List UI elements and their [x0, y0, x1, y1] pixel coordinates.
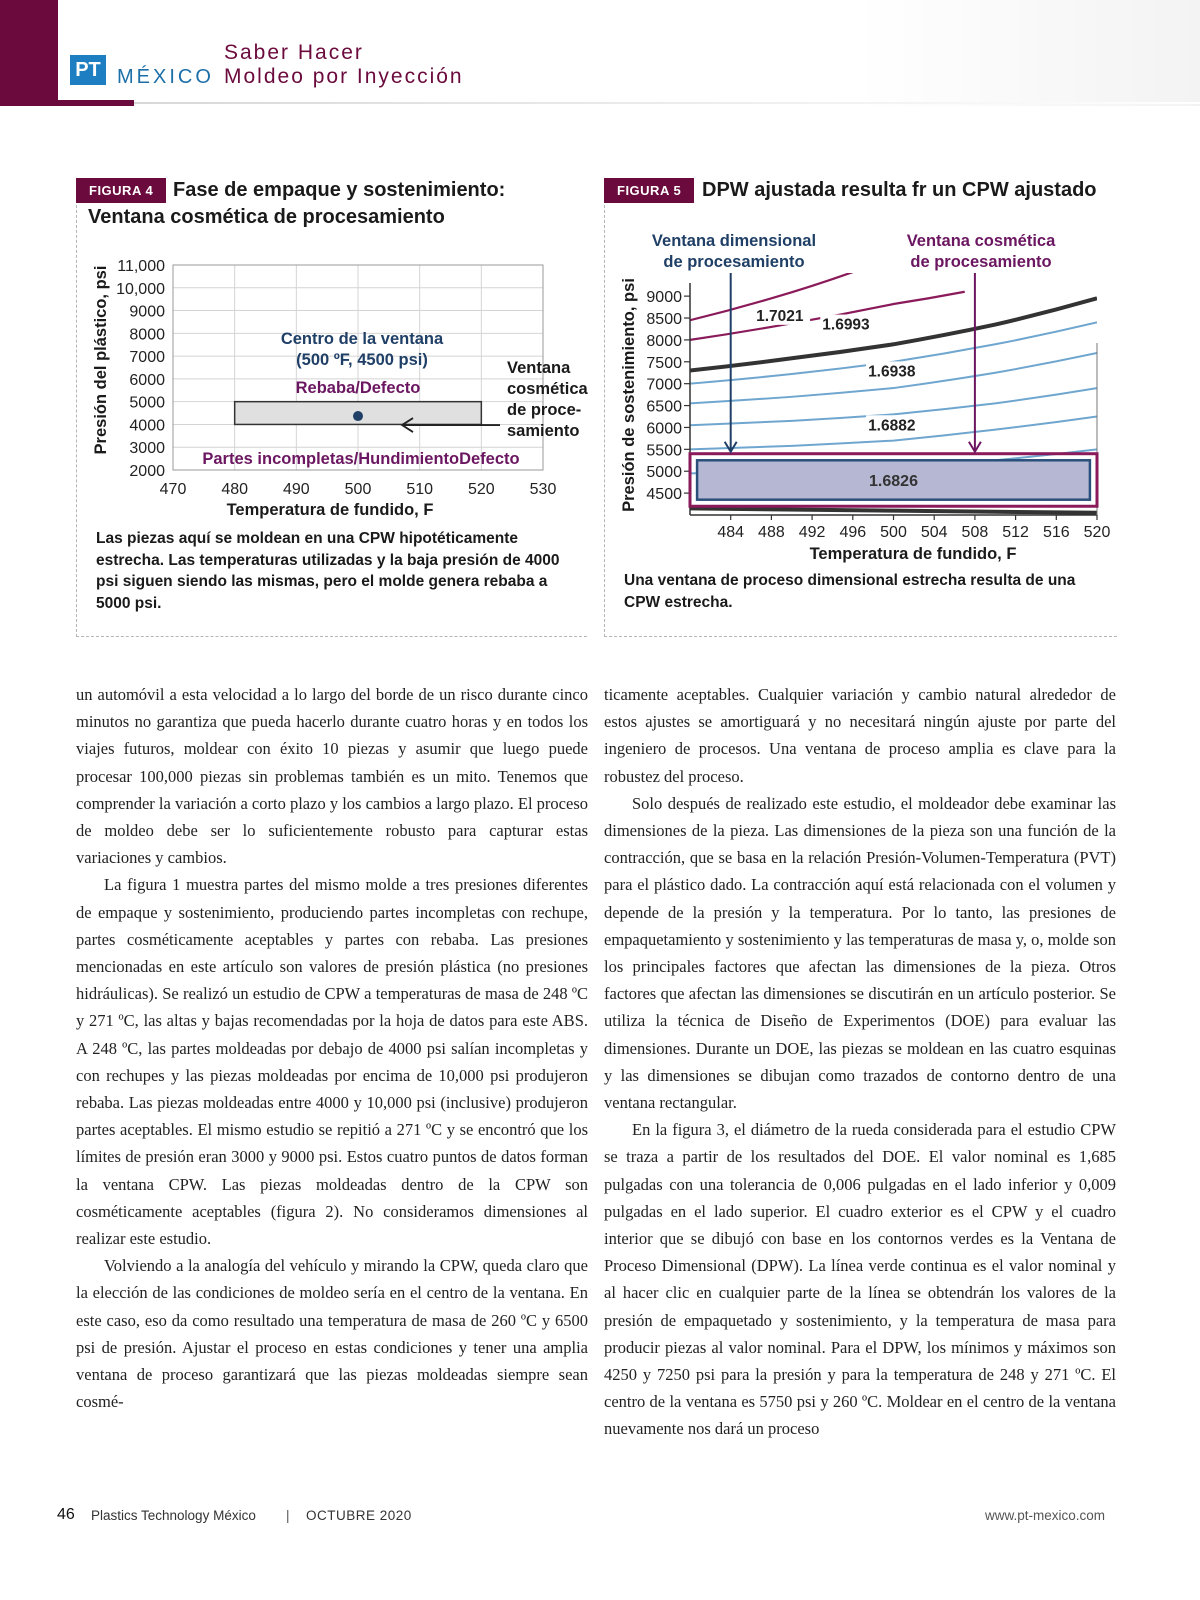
y-tick-label: 3000: [129, 440, 165, 458]
x-tick-label: 500: [880, 524, 907, 541]
header-section-subtitle: Moldeo por Inyección: [224, 65, 464, 88]
figure-4-x-axis-label: Temperatura de fundido, F: [226, 501, 434, 519]
header-section-title: Saber Hacer: [224, 41, 364, 64]
dimensional-window-label-line2: de procesamiento: [663, 253, 805, 271]
figure-5-title: DPW ajustada resulta fr un CPW ajustado: [702, 179, 1097, 201]
contour-line: [690, 508, 1097, 512]
center-label-line1: Centro de la ventana: [280, 330, 444, 348]
x-tick-label: 504: [920, 524, 948, 541]
x-tick-label: 530: [529, 481, 557, 498]
y-tick-label: 7000: [646, 376, 682, 394]
y-tick-label: 8000: [129, 326, 165, 344]
cosmetic-window-label-line2: de procesamiento: [910, 253, 1052, 271]
window-center-point: [353, 411, 363, 421]
paragraph: Solo después de realizado este estudio, el moldeador debe examinar las dimensiones de la pieza. Las dimensiones de la pieza son una función de la contracción, que se basa en la relación Presión-Volumen-Temperatura (PVT) para el plástico dado. La contracción aquí está relacionada con el volumen y depende de la presión y la temperatura. Por lo tanto, las presiones de empaquetamiento y sostenimiento y las temperaturas de masa y, o, molde son los principales factores que afectan las dimensiones de la pieza. Otros factores que afectan las dimensiones se discutirán en un artículo posterior. Se utiliza la técnica de Diseño de Experimentos (DOE) para evaluar las dimensiones. Durante un DOE, las piezas se moldean en las cuatro esquinas y las dimensiones se dibujan como trazados de contorno dentro de una ventana rectangular.: [604, 793, 1116, 1113]
paragraph: La figura 1 muestra partes del mismo molde a tres presiones diferentes de empaque y sostenimiento, produciendo partes incompletas con rechupe, partes cosméticamente aceptables y partes con rebaba. Las presiones mencionadas en este artículo son valores de presión plástica (no presiones hidráulicas). Se realizó un estudio de CPW a temperaturas de masa de 248 ºC y 271 ºC, las altas y bajas recomendadas por la hoja de datos para este ABS. A 248 ºC, las partes moldeadas por debajo de 4000 psi salían incompletas y con rechupes y las piezas moldeadas por encima de 10,000 psi produjeron rebaba. Las piezas moldeadas entre 4000 y 10,000 psi (inclusive) produjeron partes aceptables. El mismo estudio se repitió a 271 ºC y se encontró que los límites de presión eran 3000 y 9000 psi. Estos cuatro puntos de datos forman la ventana CPW. Las piezas moldeadas dentro de la CPW son cosméticamente aceptables (figura 2). No consideramos dimensiones al realizar este estudio.: [76, 875, 588, 1249]
article-column-left: [76, 681, 588, 1415]
y-tick-label: 6000: [646, 420, 682, 438]
figure-5-y-ticks: [646, 289, 690, 503]
cosmetic-window-label-line1: Ventana cosmética: [906, 232, 1056, 250]
y-tick-label: 4500: [646, 486, 682, 504]
header-country: MÉXICO: [117, 66, 214, 88]
x-tick-label: 520: [467, 481, 495, 498]
y-tick-label: 9000: [129, 303, 165, 321]
flash-defect-label: Rebaba/Defecto: [295, 379, 421, 397]
figure-5-tag: FIGURA 5: [604, 178, 694, 203]
y-tick-label: 7000: [129, 349, 165, 367]
figure-4-y-axis-label: Presión del plástico, psi: [92, 265, 110, 455]
y-tick-label: 9000: [646, 289, 682, 307]
y-tick-label: 5000: [646, 464, 682, 482]
figure-4-tag: FIGURA 4: [76, 178, 166, 203]
figure-4-title-2: Ventana cosmética de procesamiento: [88, 206, 445, 228]
x-tick-label: 484: [717, 524, 745, 541]
figure-4-x-ticks: [160, 481, 557, 498]
footer-publication: Plastics Technology México: [91, 1508, 256, 1523]
y-tick-label: 8000: [646, 332, 682, 350]
y-tick-label: 5000: [129, 394, 165, 412]
figure-5-x-axis-label: Temperatura de fundido, F: [809, 545, 1017, 563]
y-tick-label: 6500: [646, 398, 682, 416]
side-label-line2: cosmética: [507, 380, 588, 398]
figure-4-y-ticks: [116, 258, 165, 480]
footer-issue: OCTUBRE 2020: [306, 1508, 412, 1523]
figure-5-chart: [600, 225, 1200, 565]
y-tick-label: 7500: [646, 354, 682, 372]
x-tick-label: 496: [839, 524, 867, 541]
footer-url: www.pt-mexico.com: [985, 1508, 1106, 1523]
page-number: 46: [57, 1506, 75, 1523]
figure-4-title: Fase de empaque y sostenimiento:: [173, 179, 506, 201]
x-tick-label: 508: [961, 524, 989, 541]
y-tick-label: 4000: [129, 417, 165, 435]
header-underline: [0, 100, 134, 106]
figure-4-chart: [0, 245, 600, 535]
article-column-right: [604, 681, 1116, 1443]
pt-logo: PT: [70, 55, 106, 85]
y-tick-label: 6000: [129, 371, 165, 389]
y-tick-label: 11,000: [117, 258, 165, 275]
contour-label-1-6993: 1.6993: [822, 316, 870, 334]
side-label-line3: de proce-: [507, 401, 582, 419]
paragraph: un automóvil a esta velocidad a lo largo del borde de un risco durante cinco minutos no garantiza que pueda hacerlo durante cuatro horas y en todos los viajes futuros, moldear con éxito 10 piezas y asumir que luego puede procesar 100,000 piezas sin problemas también es un mito. Tenemos que comprender la variación a corto plazo y los cambios a largo plazo. El proceso de moldeo debe ser lo suficientemente robusto para capturar estas variaciones y cambios.: [76, 685, 588, 868]
paragraph: En la figura 3, el diámetro de la rueda considerada para el estudio CPW se traza a partir de los resultados del DOE. El valor nominal es 1,685 pulgadas con una tolerancia de 0,006 pulgadas en el lado inferior y 0,009 pulgadas en el lado superior. El cuadro exterior es el CPW y el cuadro interior que se dibujó con base en los contornos verdes es la Ventana de Proceso Dimensional (DPW). La línea verde continua es el valor nominal y al hacer clic en cualquier parte de la línea se obtendrán los valores de la presión de empaquetado y sostenimiento, y la temperatura de masa para producir piezas al valor nominal. Para el DPW, los mínimos y máximos son 4250 y 7250 psi para la presión y para la temperatura de 248 y 271 ºC. El centro de la ventana es 5750 psi y 260 ºC. Moldear en el centro de la ventana nuevamente nos dará un proceso: [604, 1120, 1116, 1439]
short-shot-label: Partes incompletas/HundimientoDefecto: [202, 450, 520, 468]
y-tick-label: 5500: [646, 442, 682, 460]
header-color-bar: [0, 0, 58, 106]
figure-5-y-axis-label: Presión de sostenimiento, psi: [620, 278, 638, 512]
contour-label-1-6938: 1.6938: [868, 363, 916, 381]
x-tick-label: 520: [1083, 524, 1111, 541]
x-tick-label: 490: [282, 481, 310, 498]
x-tick-label: 470: [159, 481, 187, 498]
x-tick-label: 512: [1002, 524, 1029, 541]
center-label-line2: (500 ºF, 4500 psi): [296, 351, 428, 369]
paragraph: ticamente aceptables. Cualquier variación y cambio natural alrededor de estos ajustes se amortiguará y no necesitará ningún ajuste por parte del ingeniero de procesos. Una ventana de proceso amplia es clave para la robustez del proceso.: [604, 685, 1116, 786]
x-tick-label: 510: [406, 481, 434, 498]
footer-separator: |: [286, 1508, 290, 1523]
side-label-line4: samiento: [507, 422, 580, 440]
figure-4-caption: Las piezas aquí se moldean en una CPW hipotéticamente estrecha. Las temperaturas utilizadas y la baja presión de 4000 psi siguen siendo las mismas, pero el molde genera rebaba a 5000 psi.: [96, 530, 560, 612]
contour-label-1-7021: 1.7021: [756, 307, 804, 325]
paragraph: Volviendo a la analogía del vehículo y mirando la CPW, queda claro que la elección de las condiciones de moldeo sería en el centro de la ventana. En este caso, eso da como resultado una temperatura de masa de 260 ºC y 6500 psi de presión. Ajustar el proceso en estas condiciones y tener una amplia ventana de proceso garantizará que las piezas moldeadas siempre sean cosmé-: [76, 1256, 588, 1412]
contour-line: [690, 298, 1097, 370]
figure-5-caption: Una ventana de proceso dimensional estrecha resulta de una CPW estrecha.: [624, 572, 1076, 611]
dimensional-window-label-line1: Ventana dimensional: [651, 232, 817, 250]
side-label-line1: Ventana: [507, 359, 571, 377]
figure-5-x-ticks: [717, 515, 1110, 541]
header-rule: [134, 102, 1200, 104]
contour-label-1-6826: 1.6826: [869, 472, 918, 490]
y-tick-label: 8500: [646, 311, 682, 329]
y-tick-label: 2000: [129, 463, 165, 480]
x-tick-label: 500: [344, 481, 372, 498]
x-tick-label: 516: [1042, 524, 1070, 541]
x-tick-label: 480: [221, 481, 249, 498]
x-tick-label: 492: [798, 524, 826, 541]
contour-label-1-6882: 1.6882: [868, 417, 916, 435]
y-tick-label: 10,000: [116, 280, 165, 298]
x-tick-label: 488: [758, 524, 785, 541]
